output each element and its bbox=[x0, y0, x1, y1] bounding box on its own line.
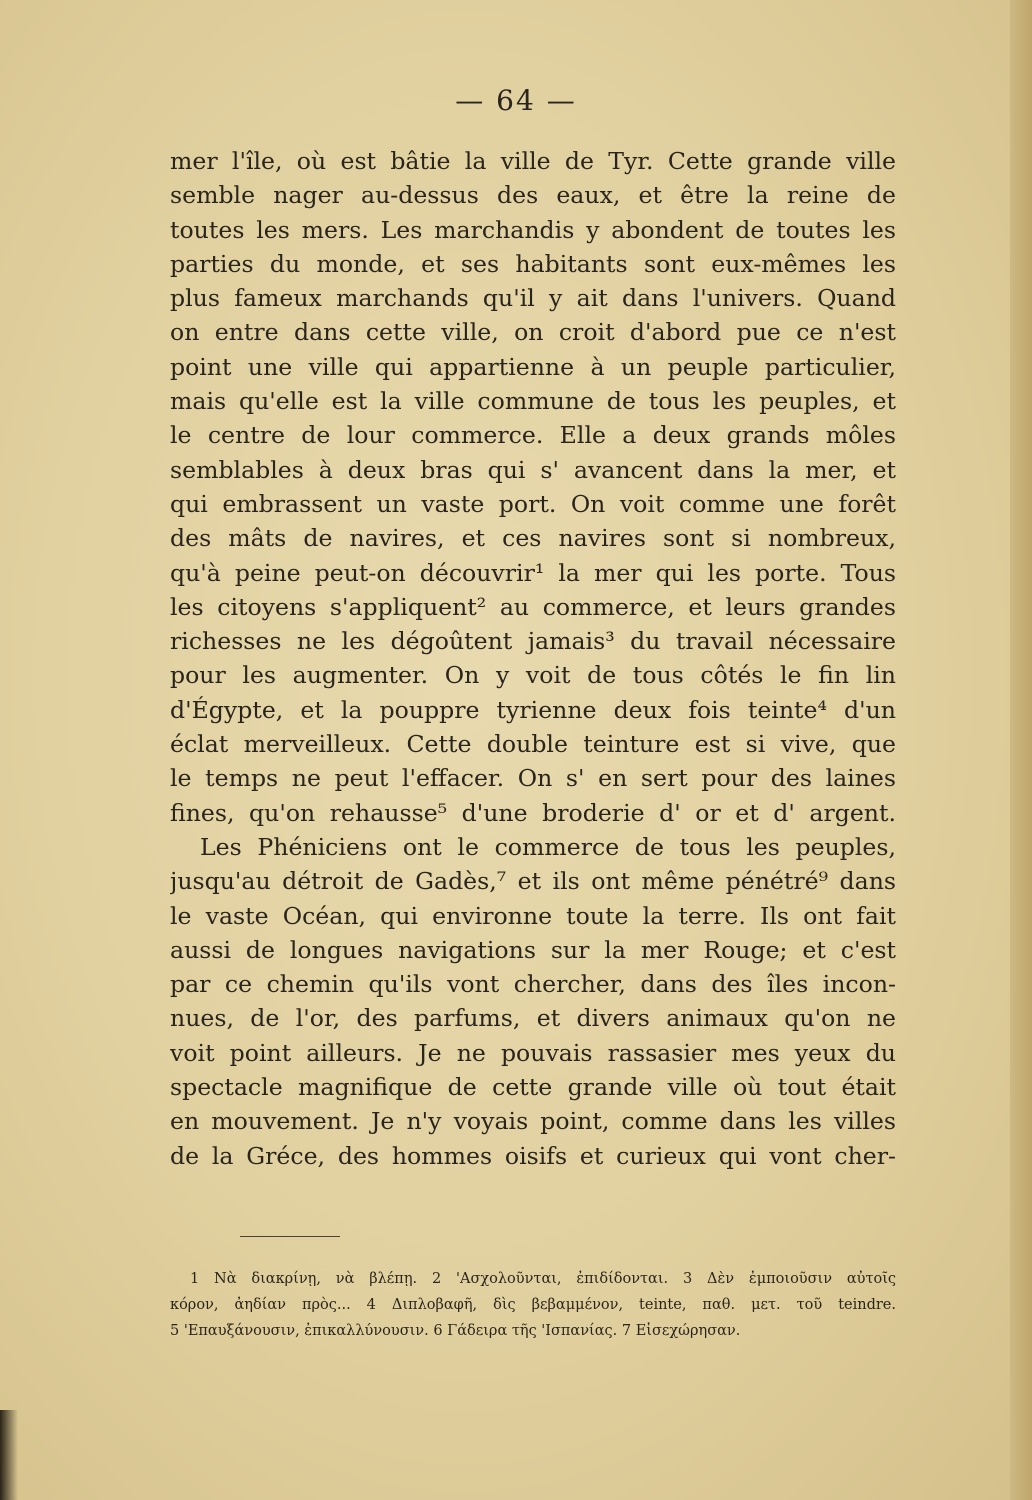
body-text bbox=[170, 144, 896, 1173]
text-line: semble nager au-dessus des eaux, et être la reine de bbox=[170, 181, 896, 210]
text-line: toutes les mers. Les marchandis y abondent de toutes les bbox=[170, 215, 896, 244]
page-corner-shadow bbox=[0, 1410, 18, 1500]
footnote-rule bbox=[240, 1236, 340, 1237]
text-line: richesses ne les dégoûtent jamais³ du travail nécessaire bbox=[170, 627, 896, 656]
footnotes bbox=[170, 1266, 896, 1344]
text-line: par ce chemin qu'ils vont chercher, dans des îles incon- bbox=[170, 970, 896, 999]
text-line: point une ville qui appartienne à un peuple particulier, bbox=[170, 352, 896, 381]
text-line: qui embrassent un vaste port. On voit comme une forêt bbox=[170, 489, 896, 518]
text-line: fines, qu'on rehausse⁵ d'une broderie d' or et d' argent. bbox=[170, 798, 896, 827]
text-line: semblables à deux bras qui s' avancent dans la mer, et bbox=[170, 455, 896, 484]
text-line: de la Gréce, des hommes oisifs et curieux qui vont cher- bbox=[170, 1141, 896, 1170]
footnote-line: κόρον, ἀηδίαν πρὸς... 4 Διπλοβαφῆ, δὶς βεβαμμένον, teinte, παθ. μετ. τοῦ teindre. bbox=[170, 1297, 896, 1313]
text-line: parties du monde, et ses habitants sont eux-mêmes les bbox=[170, 249, 896, 278]
text-line: nues, de l'or, des parfums, et divers animaux qu'on ne bbox=[170, 1004, 896, 1033]
text-line: Les Phéniciens ont le commerce de tous les peuples, bbox=[200, 832, 896, 861]
text-line: voit point ailleurs. Je ne pouvais rassasier mes yeux du bbox=[170, 1038, 896, 1067]
text-line: des mâts de navires, et ces navires sont si nombreux, bbox=[170, 524, 896, 553]
text-line: le temps ne peut l'effacer. On s' en sert pour des laines bbox=[170, 764, 896, 793]
text-line: le centre de lour commerce. Elle a deux grands môles bbox=[170, 421, 896, 450]
text-line: qu'à peine peut-on découvrir¹ la mer qui les porte. Tous bbox=[170, 558, 896, 587]
text-line: en mouvement. Je n'y voyais point, comme dans les villes bbox=[170, 1107, 896, 1136]
text-line: on entre dans cette ville, on croit d'abord pue ce n'est bbox=[170, 318, 896, 347]
text-line: mais qu'elle est la ville commune de tous les peuples, et bbox=[170, 387, 896, 416]
footnote-line: 5 'Επαυξάνουσιν, ἐπικαλλύνουσιν. 6 Γάδειρα τῆς 'Ισπανίας. 7 Εἰσεχώρησαν. bbox=[170, 1323, 741, 1339]
text-line: aussi de longues navigations sur la mer Rouge; et c'est bbox=[170, 935, 896, 964]
text-line: les citoyens s'appliquent² au commerce, et leurs grandes bbox=[170, 592, 896, 621]
text-line: d'Égypte, et la pouppre tyrienne deux fois teinte⁴ d'un bbox=[170, 695, 896, 724]
page-number: — 64 — bbox=[455, 84, 577, 117]
text-line: spectacle magnifique de cette grande ville où tout était bbox=[170, 1073, 896, 1102]
text-line: plus fameux marchands qu'il y ait dans l'univers. Quand bbox=[170, 284, 896, 313]
page-edge-shadow bbox=[1010, 0, 1032, 1500]
footnote-line: 1 Νὰ διακρίνῃ, νὰ βλέπῃ. 2 'Ασχολοῦνται, ἐπιδίδονται. 3 Δὲν ἐμποιοῦσιν αὐτοῖς bbox=[190, 1271, 896, 1287]
text-line: mer l'île, où est bâtie la ville de Tyr. Cette grande ville bbox=[170, 147, 896, 175]
text-line: le vaste Océan, qui environne toute la terre. Ils ont fait bbox=[170, 901, 896, 930]
text-line: éclat merveilleux. Cette double teinture est si vive, que bbox=[170, 730, 896, 759]
text-line: pour les augmenter. On y voit de tous côtés le fin lin bbox=[170, 661, 896, 690]
text-line: jusqu'au détroit de Gadès,⁷ et ils ont même pénétré⁹ dans bbox=[170, 867, 896, 896]
